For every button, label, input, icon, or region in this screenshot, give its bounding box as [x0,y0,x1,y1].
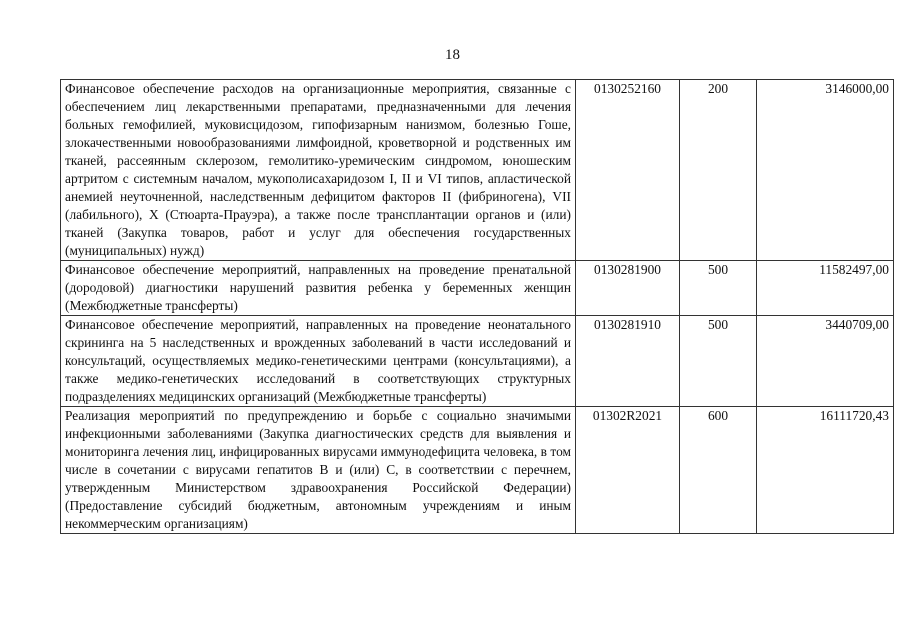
row-amount: 11582497,00 [757,261,894,316]
row-expense-type: 200 [680,80,757,261]
row-code: 0130252160 [576,80,680,261]
row-code: 0130281900 [576,261,680,316]
row-code: 01302R2021 [576,407,680,534]
row-expense-type: 500 [680,316,757,407]
table-row [61,316,894,407]
budget-table [60,79,894,534]
row-amount: 16111720,43 [757,407,894,534]
row-description: Финансовое обеспечение расходов на организационные мероприятия, связанные с обеспечением лиц лекарственными препаратами, предназначенными для лечения больных гемофилией, муковисцидозом, гипофизарным нанизмом, болезнью Гоше, злокачественными новообразованиями лимфоидной, кроветворной и родственных им тканей, рассеянным склерозом, гемолитико-уремическим синдромом, юношеским артритом с системным началом, мукополисахаридозом I, II и VI типов, апластической анемией неуточненной, наследственным дефицитом факторов II (фибриногена), VII (лабильного), X (Стюарта-Прауэра), а также после трансплантации органов и (или) тканей (Закупка товаров, работ и услуг для обеспечения государственных (муниципальных) нужд) [61,80,576,261]
row-expense-type: 500 [680,261,757,316]
page-number: 18 [445,47,460,63]
row-amount: 3146000,00 [757,80,894,261]
row-description: Финансовое обеспечение мероприятий, направленных на проведение неонатального скрининга на 5 наследственных и врожденных заболеваний в части исследований и консультаций, осуществляемых медико-генетическими центрами (консультациями), а также медико-генетических исследований в соответствующих структурных подразделениях медицинских организаций (Межбюджетные трансферты) [61,316,576,407]
table-row [61,80,894,261]
row-code: 0130281910 [576,316,680,407]
row-description: Реализация мероприятий по предупреждению и борьбе с социально значимыми инфекционными заболеваниями (Закупка диагностических средств для выявления и мониторинга лечения лиц, инфицированных вирусами иммунодефицита человека, в том числе в сочетании с вирусами гепатитов B и (или) C, в соответствии с перечнем, утвержденным Министерством здравоохранения Российской Федерации) (Предоставление субсидий бюджетным, автономным учреждениям и иным некоммерческим организациям) [61,407,576,534]
row-expense-type: 600 [680,407,757,534]
table-row [61,261,894,316]
table-row [61,407,894,534]
row-description: Финансовое обеспечение мероприятий, направленных на проведение пренатальной (дородовой) диагностики нарушений развития ребенка у беременных женщин (Межбюджетные трансферты) [61,261,576,316]
row-amount: 3440709,00 [757,316,894,407]
